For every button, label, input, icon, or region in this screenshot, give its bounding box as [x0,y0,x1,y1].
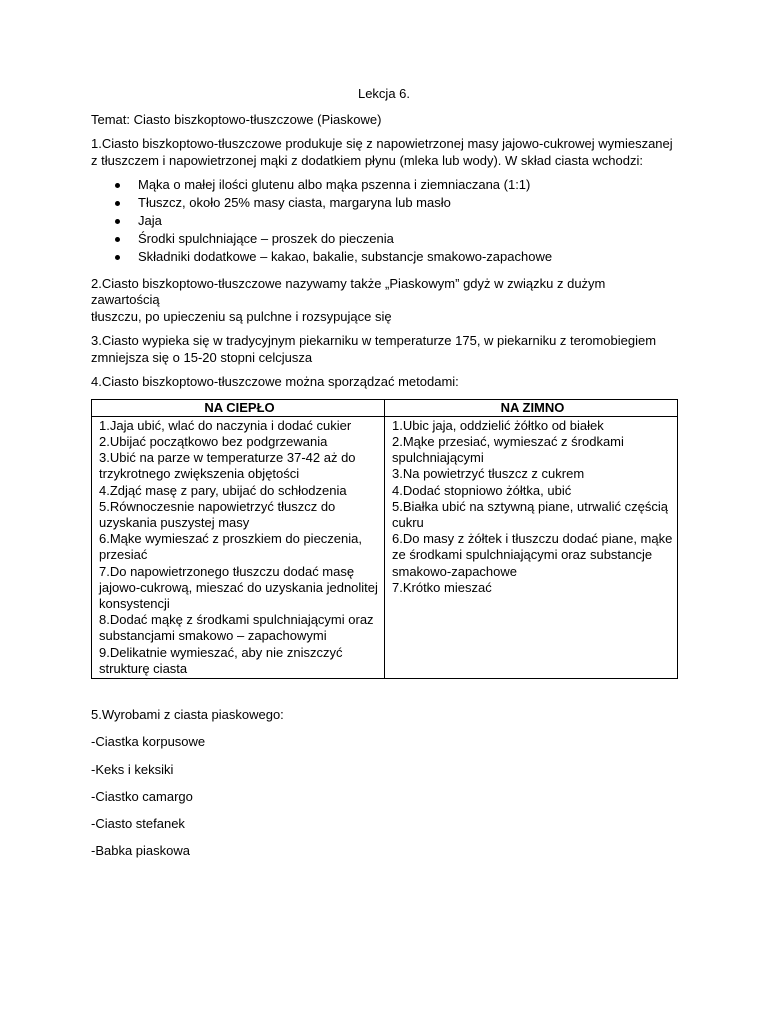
cold-step: 3.Na powietrzyć tłuszcz z cukrem [392,466,585,482]
hot-step: 1.Jaja ubić, wlać do naczynia i dodać cukier [99,417,352,433]
paragraph-4: 4.Ciasto biszkoptowo-tłuszczowe można sporządzać metodami: [91,374,459,389]
table-header-row [92,399,678,416]
methods-table [91,399,678,679]
paragraph-1-line-2: z tłuszczem i napowietrzonej mąki z dodatkiem płynu (mleka lub wody). W skład ciasta wchodzi: [91,152,643,168]
product-item: -Ciastko camargo [91,788,193,804]
table-row [92,416,678,678]
bullet-icon [115,219,120,224]
cold-step: 5.Białka ubić na sztywną piane, utrwalić częścią cukru [392,498,669,530]
list-item-text: Tłuszcz, około 25% masy ciasta, margaryna lub masło [138,195,451,210]
bullet-icon [115,237,120,242]
list-item-text: Jaja [138,213,162,228]
list-item-text: Mąka o małej ilości glutenu albo mąka pszenna i ziemniaczana (1:1) [138,177,531,192]
list-item [91,249,677,266]
list-item [91,177,677,194]
paragraph-3 [91,333,677,366]
hot-step: 4.Zdjąć masę z pary, ubijać do schłodzenia [99,482,347,498]
product-item: -Keks i keksiki [91,761,174,777]
list-item-text: Środki spulchniające – proszek do pieczenia [138,231,394,246]
document-page [91,86,677,871]
paragraph-2 [91,276,677,326]
paragraph-2-line-1: 2.Ciasto biszkoptowo-tłuszczowe nazywamy także „Piaskowym” gdyż w związku z dużym zawartością [91,275,606,307]
bullet-icon [115,183,120,188]
column-header-cold: NA ZIMNO [385,399,678,416]
cold-step: 1.Ubic jaja, oddzielić żółtko od białek [392,417,604,433]
ingredients-list [91,177,677,266]
hot-method-cell [92,416,385,678]
topic-line: Temat: Ciasto biszkoptowo-tłuszczowe (Piaskowe) [91,111,382,127]
lesson-title: Lekcja 6. [357,86,411,101]
paragraph-3-line-2: zmniejsza się o 15-20 stopni celcjusza [91,349,313,365]
cold-method-cell [385,416,678,678]
product-item: -Ciastka korpusowe [91,734,206,750]
hot-step: 5.Równoczesnie napowietrzyć tłuszcz do uzyskania puszystej masy [99,498,336,530]
paragraph-1 [91,136,677,169]
hot-step: 7.Do napowietrzonego tłuszczu dodać masę jajowo-cukrową, mieszać do uzyskania jednolitej konsystencji [99,563,378,611]
hot-step: 8.Dodać mąkę z środkami spulchniającymi oraz substancjami smakowo – zapachowymi [99,612,374,644]
cold-step: 4.Dodać stopniowo żółtka, ubić [392,482,572,498]
list-item [91,195,677,212]
column-header-hot: NA CIEPŁO [92,399,385,416]
product-item: -Ciasto stefanek [91,816,185,832]
hot-step: 6.Mąke wymieszać z proszkiem do pieczenia, przesiać [99,531,362,563]
products-section [91,707,677,860]
bullet-icon [115,255,120,260]
hot-step: 3.Ubić na parze w temperaturze 37-42 aż do trzykrotnego zwiększenia objętości [99,450,356,482]
paragraph-3-line-1: 3.Ciasto wypieka się w tradycyjnym piekarniku w temperaturze 175, w piekarniku z teromobiegiem [91,333,657,348]
paragraph-2-line-2: tłuszczu, po upieczeniu są pulchne i rozsypujące się [91,308,392,324]
bullet-icon [115,201,120,206]
list-item [91,213,677,230]
product-item: -Babka piaskowa [91,843,190,859]
list-item-text: Składniki dodatkowe – kakao, bakalie, substancje smakowo-zapachowe [138,249,553,264]
products-heading: 5.Wyrobami z ciasta piaskowego: [91,706,284,722]
paragraph-1-line-1: 1.Ciasto biszkoptowo-tłuszczowe produkuje się z napowietrzonej masy jajowo-cukrowej wymieszanej [91,136,673,151]
hot-step: 9.Delikatnie wymieszać, aby nie zniszczyć strukturę ciasta [99,644,343,676]
cold-step: 2.Mąke przesiać, wymieszać z środkami spulchniającymi [392,433,624,466]
cold-step: 6.Do masy z żółtek i tłuszczu dodać piane, mąke ze środkami spulchniającymi oraz substancje smakowo-zapachowe [392,531,673,579]
hot-step: 2.Ubijać początkowo bez podgrzewania [99,433,328,449]
cold-step: 7.Krótko mieszać [392,579,492,595]
list-item [91,231,677,248]
